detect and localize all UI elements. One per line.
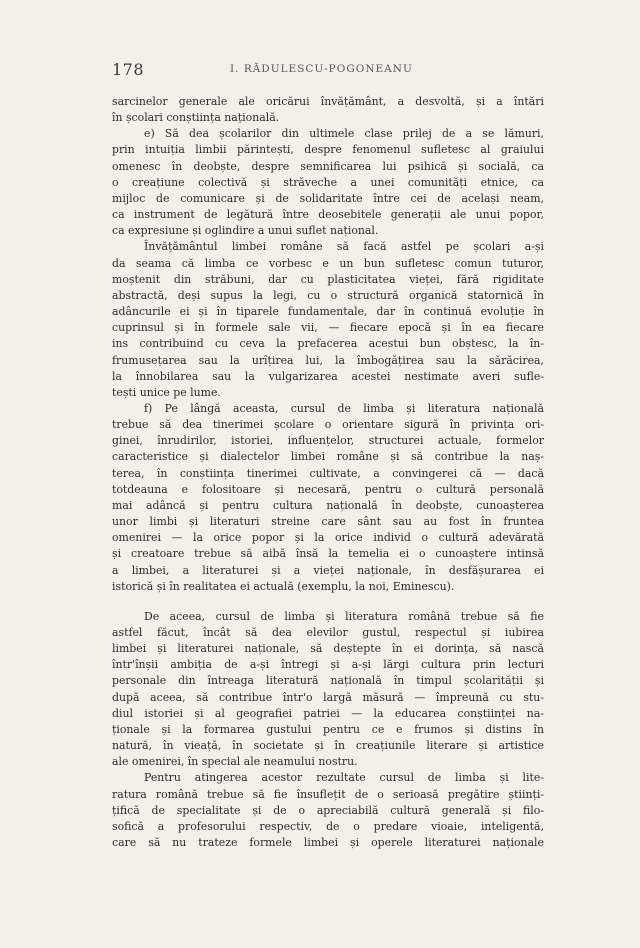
text-line: omenesc în deobște, despre semnificarea lui psihică și socială, ca (112, 159, 544, 173)
text-line: ca expresiune și oglindire a unui suflet național. (112, 224, 379, 238)
text-line: ale omenirei, în special ale neamului nostru. (112, 755, 358, 769)
text-line: după aceea, să contribue într'o largă măsură — împreună cu stu- (112, 690, 544, 704)
body-text (112, 94, 544, 851)
text-line: țifică de specialitate și de o apreciabilă cultură generală și filo- (112, 803, 544, 817)
text-line: în școlari conștiința națională. (112, 111, 280, 125)
text-line: ginei, înrudirilor, istoriei, influențelor, structurei actuale, formelor (112, 434, 544, 448)
paragraph-3 (112, 239, 544, 401)
paragraph-2 (112, 126, 544, 239)
text-line: limbei și literaturei naționale, să deștepte în ei dorința, să nască (112, 642, 544, 656)
text-line: natură, în vieață, în societate și în creațiunile literare și artistice (112, 739, 544, 753)
text-line: moștenit din străbuni, dar cu plasticitatea vieței, fără rigiditate (112, 272, 544, 286)
text-line: ționale și la formarea gustului pentru ce e frumos și distins în (112, 722, 544, 736)
text-line: tești unice pe lume. (112, 385, 221, 399)
text-line: caracteristice și dialectelor limbei române și să contribue la naș- (112, 450, 544, 464)
text-line: a limbei, a literaturei și a vieței naționale, în desfășurarea ei (112, 563, 544, 577)
text-line: unor limbi și literaturi streine care sânt sau au fost în fruntea (112, 515, 544, 529)
text-line: și creatoare trebue să aibă însă la temelia ei o cunoaștere intinsă (112, 547, 544, 561)
running-head: I. RĂDULESCU-POGONEANU (230, 63, 413, 75)
text-line: sofică a profesorului respectiv, de o predare vioaie, inteligentă, (112, 819, 544, 833)
text-line: abstractă, deși supus la legi, cu o structură organică statornică în (112, 288, 544, 302)
text-line: astfel făcut, încât să dea elevilor gustul, respectul și iubirea (112, 626, 544, 639)
text-line: f) Pe lângă aceasta, cursul de limba și literatura națională (144, 401, 544, 415)
text-line: o creațiune colectivă și străveche a unei comunități etnice, ca (112, 175, 544, 189)
text-line: la înnobilarea sau la vulgarizarea acestei nestimate averi sufle- (112, 369, 544, 383)
text-line: personale din întreaga literatură națională în timpul școlarității și (112, 674, 544, 688)
paragraph-5 (112, 609, 544, 771)
text-line: cuprinsul și în formele sale vii, — fiecare epocă și în ea fiecare (112, 321, 544, 335)
text-line: De aceea, cursul de limba și literatura română trebue să fie (144, 609, 544, 623)
text-line: prin intuiția limbii părintești, despre fenomenul sufletesc al graiului (112, 143, 544, 157)
text-line: adâncurile ei și în tiparele fundamentale, dar în continuă evoluție în (112, 305, 544, 319)
text-line: omenirei — la orice popor și la orice individ o cultură adevărată (112, 531, 544, 545)
paragraph-gap (112, 595, 544, 609)
paragraph-4 (112, 401, 544, 595)
text-line: totdeauna e folositoare și necesară, pentru o cultură personală (112, 482, 544, 496)
page-number: 178 (112, 60, 145, 79)
text-line: sarcinelor generale ale oricărui învățământ, a desvoltă, și a întări (112, 95, 544, 108)
text-line: e) Să dea școlarilor din ultimele clase prilej de a se lămuri, (144, 127, 544, 141)
text-line: mai adâncă și pentru cultura națională în deobște, cunoașterea (112, 498, 544, 512)
text-line: ratura română trebue să fie însuflețit de o serioasă pregătire științi- (112, 787, 544, 801)
text-line: care să nu trateze formele limbei și operele literaturei naționale (112, 836, 544, 850)
text-line: istorică și în realitatea ei actuală (exemplu, la noi, Eminescu). (112, 579, 455, 593)
text-line: diul istoriei și al geografiei patriei — la educarea conștiinței na- (112, 706, 544, 720)
page-header (112, 60, 544, 80)
text-line: Învățământul limbei române să facă astfel pe școlari a-și (144, 240, 544, 254)
paragraph-6 (112, 770, 544, 851)
text-line: ins contribuind cu ceva la prefacerea acestui bun obștesc, la în- (112, 337, 544, 351)
text-line: ca instrument de legătură între deosebitele generații ale unui popor, (112, 208, 544, 222)
text-line: da seama că limba ce vorbesc e un bun sufletesc comun tuturor, (112, 256, 544, 270)
text-line: într'înșii ambiția de a-și întregi și a-și lărgi cultura prin lecturi (112, 658, 544, 672)
text-line: Pentru atingerea acestor rezultate cursul de limba și lite- (144, 771, 544, 785)
text-line: frumusețarea sau la urîțirea lui, la îmbogățirea sau la sărăcirea, (112, 353, 544, 367)
text-line: terea, în conștiința tinerimei cultivate, a convingerei că — dacă (112, 466, 544, 480)
text-line: mijloc de comunicare și de solidaritate între cei de același neam, (112, 191, 544, 205)
paragraph-1 (112, 94, 544, 126)
text-line: trebue să dea tinerimei școlare o orientare sigură în privința ori- (112, 418, 544, 432)
